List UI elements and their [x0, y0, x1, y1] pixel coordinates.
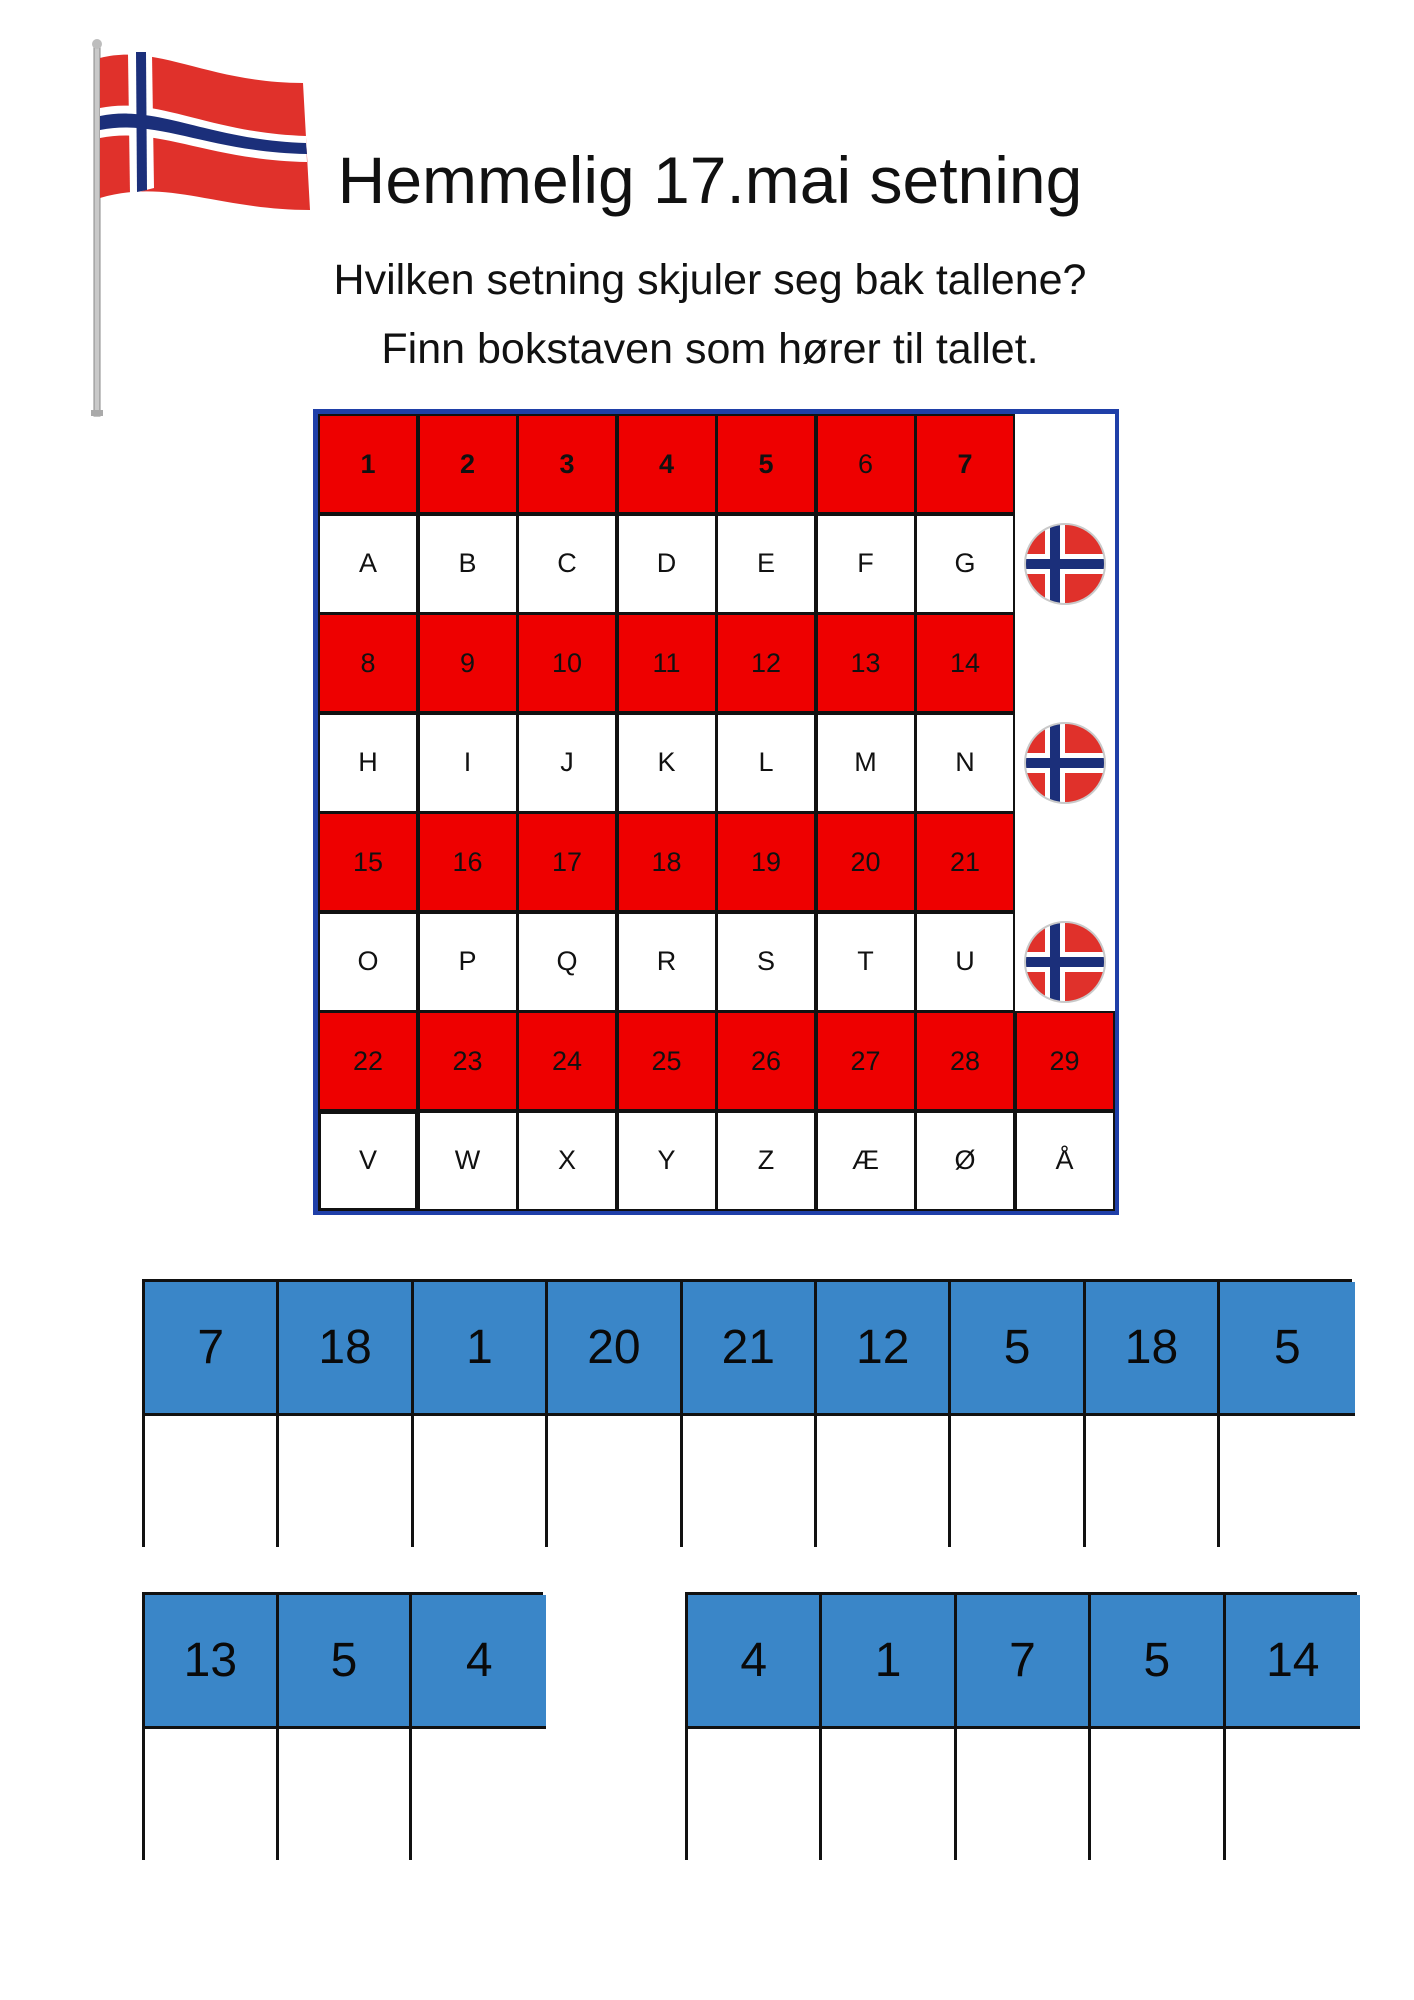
- key-letter-cell: E: [716, 514, 816, 614]
- flag-badge-icon: [1015, 912, 1115, 1012]
- key-letter-cell: B: [418, 514, 518, 614]
- key-number-cell: 29: [1015, 1011, 1115, 1111]
- answer-letter-cell[interactable]: [957, 1729, 1091, 1860]
- code-number-cell: 7: [145, 1282, 279, 1416]
- key-number-cell: 12: [716, 613, 816, 713]
- answer-letter-cell[interactable]: [279, 1729, 413, 1860]
- key-number-cell: 23: [418, 1011, 518, 1111]
- key-number-cell: 25: [617, 1011, 717, 1111]
- answer-box-word3: [685, 1592, 1357, 1860]
- key-letter-cell: Z: [716, 1111, 816, 1211]
- answer-letter-cell[interactable]: [548, 1416, 682, 1547]
- key-letter-cell: Y: [617, 1111, 717, 1211]
- code-number-cell: 1: [822, 1595, 956, 1729]
- key-number-cell: 22: [318, 1011, 418, 1111]
- code-number-cell: 7: [957, 1595, 1091, 1729]
- answer-letter-cell[interactable]: [145, 1729, 279, 1860]
- code-number-cell: 14: [1226, 1595, 1360, 1729]
- code-number-cell: 12: [817, 1282, 951, 1416]
- key-letter-cell: Q: [517, 912, 617, 1012]
- key-letter-cell: N: [915, 713, 1015, 813]
- answer-letter-cell[interactable]: [414, 1416, 548, 1547]
- empty-cell: [1015, 613, 1115, 713]
- key-letter-cell: Æ: [816, 1111, 916, 1211]
- answer-letter-cell[interactable]: [683, 1416, 817, 1547]
- key-letter-cell: Ø: [915, 1111, 1015, 1211]
- key-number-cell: 26: [716, 1011, 816, 1111]
- key-letter-cell: U: [915, 912, 1015, 1012]
- key-letter-cell: J: [517, 713, 617, 813]
- answer-letter-cell[interactable]: [1091, 1729, 1225, 1860]
- cipher-key-grid: [313, 409, 1119, 1215]
- key-number-cell: 7: [915, 414, 1015, 514]
- key-letter-cell: M: [816, 713, 916, 813]
- key-letter-cell: G: [915, 514, 1015, 614]
- key-letter-cell: K: [617, 713, 717, 813]
- code-number-cell: 18: [279, 1282, 413, 1416]
- code-number-cell: 18: [1086, 1282, 1220, 1416]
- answer-box-word1: [142, 1279, 1352, 1547]
- key-letter-cell: P: [418, 912, 518, 1012]
- key-number-cell: 17: [517, 812, 617, 912]
- answer-box-word2: [142, 1592, 543, 1860]
- key-number-cell: 27: [816, 1011, 916, 1111]
- key-number-cell: 16: [418, 812, 518, 912]
- key-number-cell: 6: [816, 414, 916, 514]
- answer-letter-cell[interactable]: [1226, 1729, 1360, 1860]
- key-letter-cell: O: [318, 912, 418, 1012]
- code-number-cell: 5: [279, 1595, 413, 1729]
- code-number-cell: 13: [145, 1595, 279, 1729]
- key-number-cell: 15: [318, 812, 418, 912]
- key-letter-cell: H: [318, 713, 418, 813]
- answer-letter-cell[interactable]: [279, 1416, 413, 1547]
- instruction-line-1: Hvilken setning skjuler seg bak tallene?: [333, 256, 1087, 304]
- code-number-cell: 5: [1220, 1282, 1354, 1416]
- key-letter-cell: S: [716, 912, 816, 1012]
- key-number-cell: 28: [915, 1011, 1015, 1111]
- answer-letter-cell[interactable]: [1220, 1416, 1354, 1547]
- key-number-cell: 9: [418, 613, 518, 713]
- key-number-cell: 10: [517, 613, 617, 713]
- key-number-cell: 2: [418, 414, 518, 514]
- flag-badge-icon: [1015, 514, 1115, 614]
- key-number-cell: 3: [517, 414, 617, 514]
- key-letter-cell: Å: [1015, 1111, 1115, 1211]
- empty-cell: [1015, 812, 1115, 912]
- key-number-cell: 19: [716, 812, 816, 912]
- key-number-cell: 13: [816, 613, 916, 713]
- key-letter-cell: D: [617, 514, 717, 614]
- key-letter-cell: T: [816, 912, 916, 1012]
- code-number-cell: 4: [412, 1595, 546, 1729]
- key-number-cell: 18: [617, 812, 717, 912]
- key-number-cell: 20: [816, 812, 916, 912]
- answer-letter-cell[interactable]: [412, 1729, 546, 1860]
- code-number-cell: 4: [688, 1595, 822, 1729]
- flag-badge-icon: [1015, 713, 1115, 813]
- key-number-cell: 1: [318, 414, 418, 514]
- instruction-line-2: Finn bokstaven som hører til tallet.: [381, 325, 1039, 373]
- key-letter-cell: F: [816, 514, 916, 614]
- answer-letter-cell[interactable]: [1086, 1416, 1220, 1547]
- key-number-cell: 11: [617, 613, 717, 713]
- empty-cell: [1015, 414, 1115, 514]
- key-letter-cell: X: [517, 1111, 617, 1211]
- key-letter-cell: V: [318, 1111, 418, 1211]
- answer-letter-cell[interactable]: [822, 1729, 956, 1860]
- key-number-cell: 14: [915, 613, 1015, 713]
- key-letter-cell: W: [418, 1111, 518, 1211]
- key-letter-cell: L: [716, 713, 816, 813]
- code-number-cell: 21: [683, 1282, 817, 1416]
- key-letter-cell: A: [318, 514, 418, 614]
- answer-letter-cell[interactable]: [145, 1416, 279, 1547]
- key-number-cell: 5: [716, 414, 816, 514]
- key-number-cell: 21: [915, 812, 1015, 912]
- key-number-cell: 8: [318, 613, 418, 713]
- code-number-cell: 5: [1091, 1595, 1225, 1729]
- code-number-cell: 20: [548, 1282, 682, 1416]
- key-number-cell: 24: [517, 1011, 617, 1111]
- key-letter-cell: I: [418, 713, 518, 813]
- answer-letter-cell[interactable]: [688, 1729, 822, 1860]
- code-number-cell: 1: [414, 1282, 548, 1416]
- answer-letter-cell[interactable]: [817, 1416, 951, 1547]
- code-number-cell: 5: [951, 1282, 1085, 1416]
- key-number-cell: 4: [617, 414, 717, 514]
- key-letter-cell: C: [517, 514, 617, 614]
- page-title: Hemmelig 17.mai setning: [337, 143, 1083, 217]
- answer-letter-cell[interactable]: [951, 1416, 1085, 1547]
- key-letter-cell: R: [617, 912, 717, 1012]
